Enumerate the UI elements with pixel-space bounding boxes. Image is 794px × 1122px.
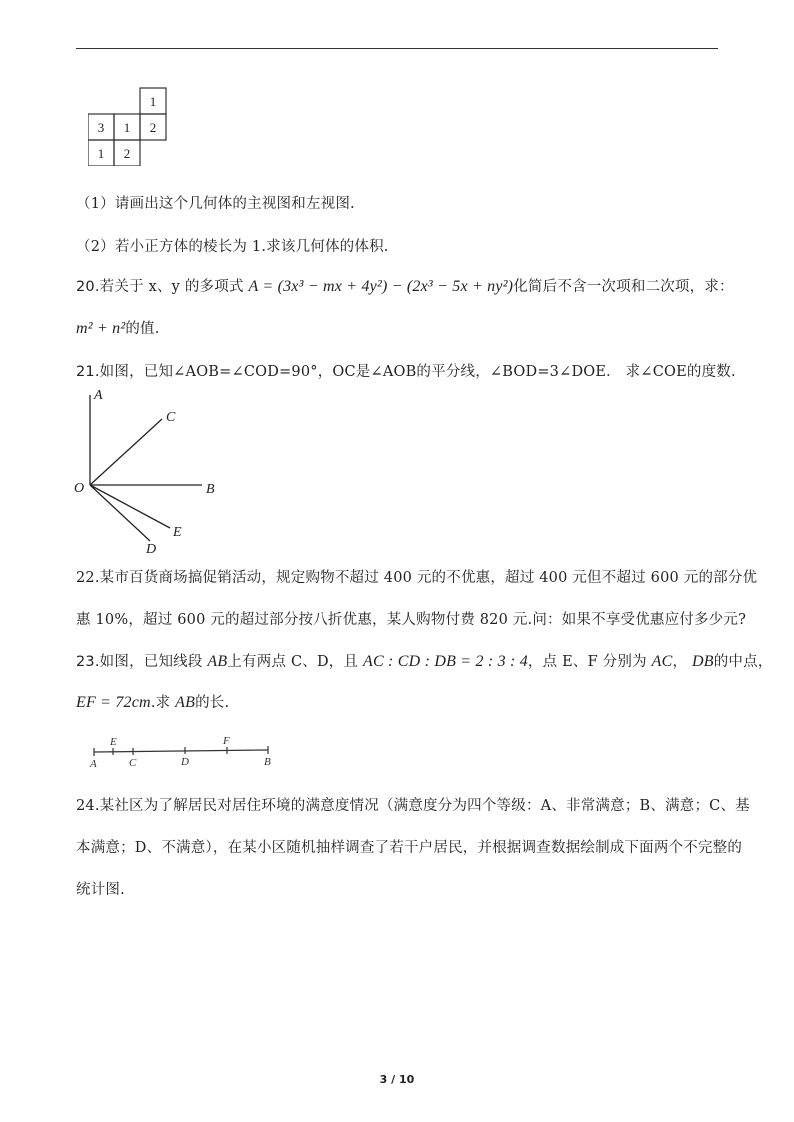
page-number: 3 / 10	[379, 1073, 415, 1086]
q23-seg-ab2: AB	[175, 694, 196, 711]
segment-ab	[94, 750, 268, 752]
q20-text-a: 若关于 x、y 的多项式	[99, 279, 244, 295]
q23-seg-ab: AB	[207, 653, 228, 670]
q23-seg-ac: AC	[651, 653, 673, 670]
q23-text-e: .求	[150, 695, 171, 711]
seg-label-d: D	[181, 756, 189, 768]
segment-figure	[86, 734, 282, 770]
q21-line	[76, 360, 736, 381]
net-cell: 2	[123, 146, 131, 161]
q22-line1: 22.某市百货商场搞促销活动，规定购物不超过 400 元的不优惠，超过 400 元但不超过 600 元的部分优	[76, 570, 758, 586]
label-o: O	[74, 481, 85, 496]
q23-seg-db: DB	[691, 653, 714, 670]
q23-comma: ，	[672, 654, 688, 670]
q23-text-f: 的长.	[195, 695, 230, 711]
cube-net-figure	[88, 86, 170, 166]
q22-line2: 惠 10%，超过 600 元的超过部分按八折优惠，某人购物付费 820 元.问：如果不享受优惠应付多少元?	[76, 612, 747, 628]
seg-label-a: A	[90, 758, 97, 770]
label-c: C	[166, 410, 176, 425]
q23-text-a: 如图，已知线段	[99, 654, 203, 670]
q23-line2	[76, 691, 229, 712]
seg-label-f: F	[223, 735, 230, 747]
q24-line3: 统计图.	[76, 882, 125, 898]
q21-text: 如图，已知∠AOB=∠COD=90°，OC是∠AOB的平分线，∠BOD=3∠DOE． 求∠COE的度数.	[99, 364, 736, 380]
label-a: A	[94, 388, 103, 403]
net-cell: 1	[97, 146, 105, 161]
seg-label-c: C	[129, 757, 137, 769]
q20-line2	[76, 317, 160, 338]
net-cell: 3	[97, 120, 105, 135]
q19-part2: （2）若小正方体的棱长为 1.求该几何体的体积.	[76, 239, 389, 255]
q23-number: 23.	[76, 654, 100, 670]
seg-label-e: E	[110, 736, 117, 748]
label-b: B	[206, 482, 215, 497]
q24-line1: 24.某社区为了解居民对居住环境的满意度情况（满意度分为四个等级：A、非常满意；B、满意；C、基	[76, 798, 750, 814]
q21-number: 21.	[76, 364, 100, 380]
q23-ratio: AC : CD : DB = 2 : 3 : 4	[363, 653, 528, 670]
q20-text-b: 化简后不含一次项和二次项，求：	[513, 279, 734, 295]
q23-text-d: 的中点，	[713, 654, 773, 670]
net-cell: 1	[123, 120, 131, 135]
q23-text-b: 上有两点 C、D，且	[227, 654, 359, 670]
seg-label-b: B	[264, 756, 271, 768]
q19-part1: （1）请画出这个几何体的主视图和左视图.	[76, 196, 355, 212]
q23-line1	[76, 650, 773, 671]
net-cell: 1	[149, 94, 157, 109]
q23-text-c: ，点 E、F 分别为	[527, 654, 647, 670]
ray-oc	[90, 419, 162, 485]
angle-figure	[70, 385, 230, 560]
label-d: D	[146, 542, 157, 557]
label-e: E	[173, 525, 182, 540]
q23-ef: EF = 72cm	[76, 694, 151, 711]
q20-formula: A = (3x³ − mx + 4y²) − (2x³ − 5x + ny²)	[248, 278, 514, 295]
q24-line2: 本满意；D、不满意），在某小区随机抽样调查了若干户居民，并根据调查数据绘制成下面两个不完整的	[76, 840, 743, 856]
q20-formula2: m² + n²	[76, 320, 126, 337]
q20-line1	[76, 275, 734, 296]
q20-text-c: 的值.	[125, 321, 160, 337]
net-cell: 2	[149, 120, 157, 135]
q20-number: 20.	[76, 279, 100, 295]
header-rule	[76, 48, 718, 49]
